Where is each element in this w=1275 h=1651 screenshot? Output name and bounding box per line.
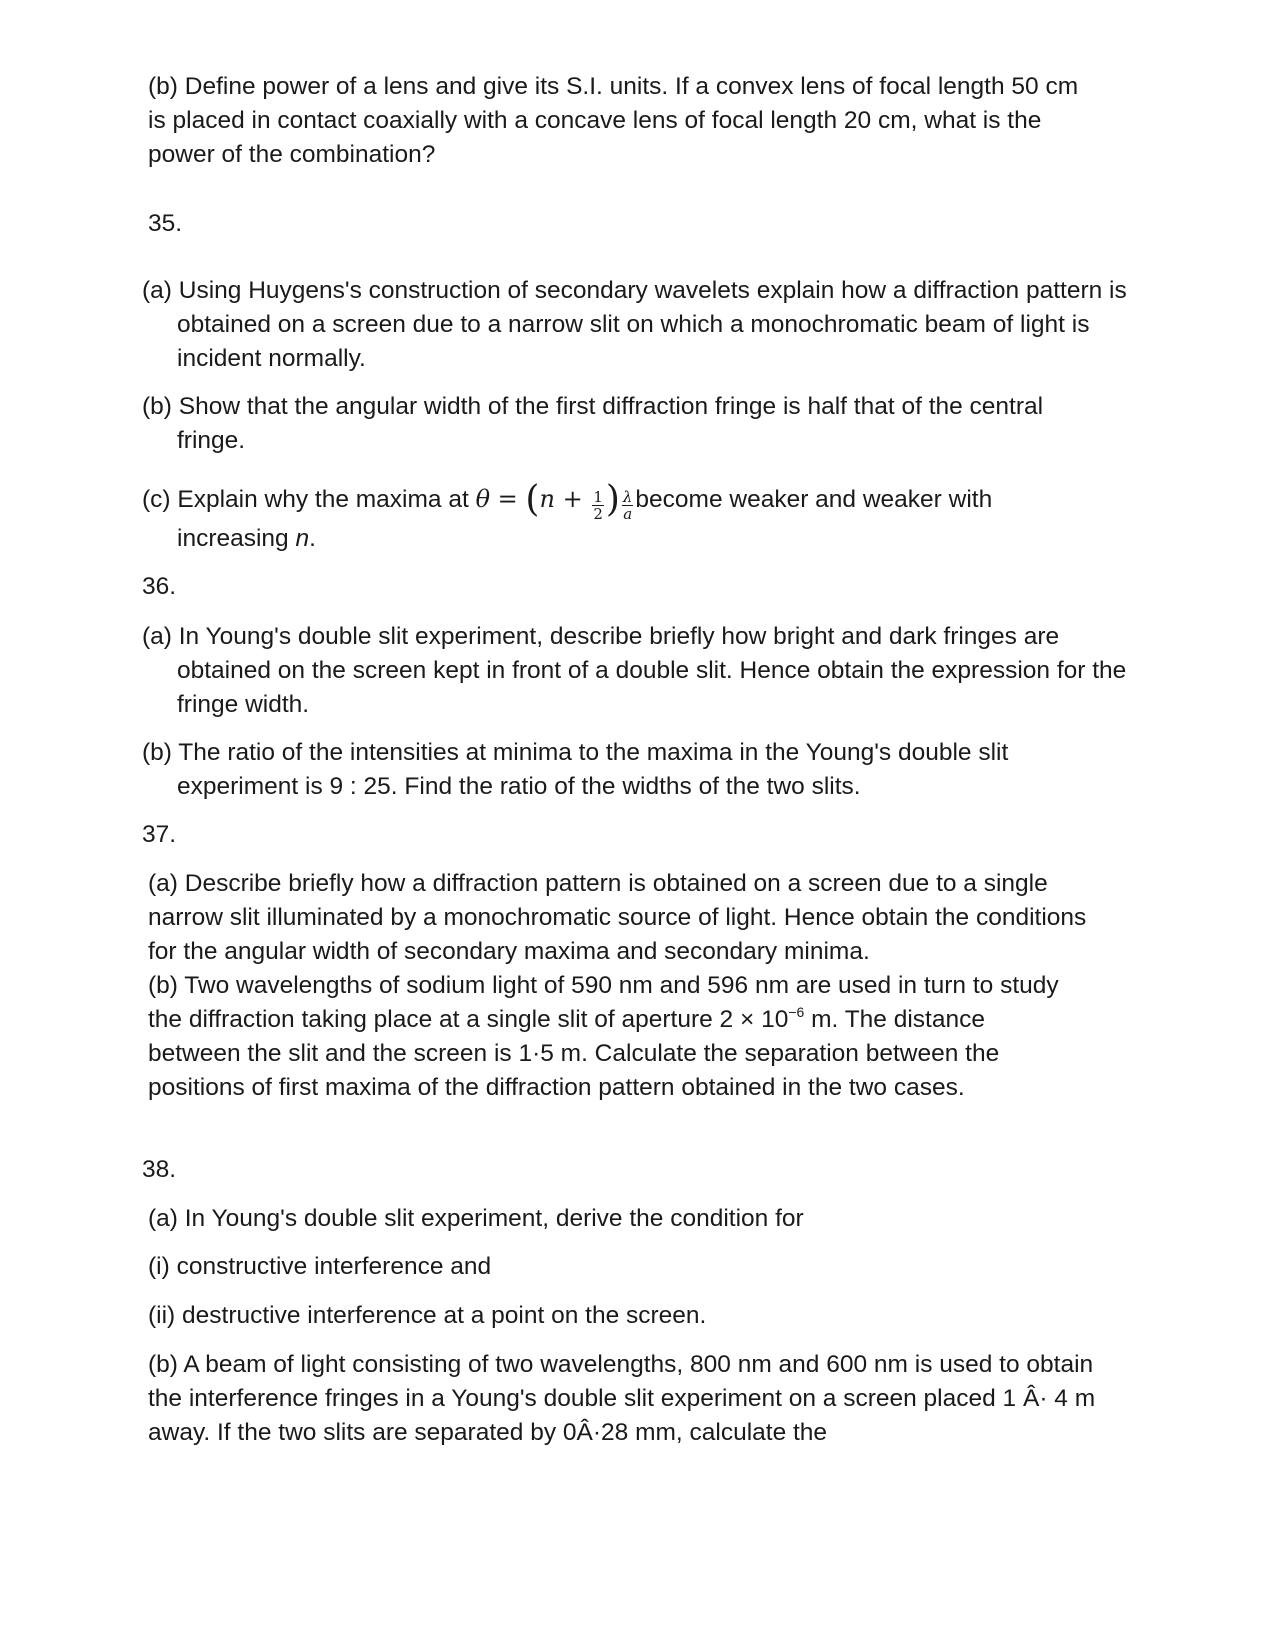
equation-plus: +	[554, 485, 591, 513]
equation-half-numerator: 1	[593, 488, 603, 506]
q37-part-b-prefix: (b) Two wavelengths of sodium light of 590 nm and 596 nm are used in turn to study the diffraction taking place at a single slit of aperture 2 × 10	[148, 972, 1059, 1033]
q35-part-c-period: .	[309, 525, 316, 552]
equation-lambda: λ	[622, 488, 633, 506]
q36-part-b: (b) The ratio of the intensities at minima to the maxima in the Young's double slit experiment is 9 : 25. Find the ratio of the widths of the two slits.	[142, 739, 1009, 800]
q37-number: 37.	[142, 821, 177, 848]
q38-part-a-ii: (ii) destructive interference at a point on the screen.	[148, 1302, 707, 1329]
q35-part-c-line2: increasing	[177, 525, 296, 552]
q35-part-c-var-n: n	[295, 525, 310, 552]
q35-part-b: (b) Show that the angular width of the first diffraction fringe is half that of the central fringe.	[142, 393, 1044, 454]
q35-part-a: (a) Using Huygens's construction of secondary wavelets explain how a diffraction pattern is obtained on a screen due to a narrow slit on which a monochromatic beam of light is incident normally.	[142, 277, 1127, 372]
q37-part-b	[148, 969, 1078, 1105]
q34-part-b: (b) Define power of a lens and give its S.I. units. If a convex lens of focal length 50 cm is placed in contact coaxially with a concave lens of focal length 20 cm, what is the power of the combination?	[148, 73, 1079, 168]
q38-number: 38.	[142, 1156, 177, 1183]
q35-part-c-prefix: (c) Explain why the maxima at	[142, 486, 476, 513]
q37-part-b-exponent: −6	[788, 1004, 805, 1020]
equation-half-denominator: 2	[593, 505, 603, 523]
q38-part-a: (a) In Young's double slit experiment, derive the condition for	[148, 1205, 804, 1232]
equation-close-paren: )	[605, 479, 620, 520]
equation-half-fraction	[592, 489, 604, 522]
q36-part-a: (a) In Young's double slit experiment, describe briefly how bright and dark fringes are obtained on the screen kept in front of a double slit. Hence obtain the expression for the fringe width.	[142, 623, 1127, 718]
q38-part-a-i: (i) constructive interference and	[148, 1253, 492, 1280]
equation-equals: =	[490, 485, 526, 513]
equation-theta: θ	[475, 485, 491, 513]
q35-part-c-suffix: become weaker and weaker with	[635, 486, 993, 513]
equation-a: a	[623, 505, 633, 523]
equation-lambda-fraction	[622, 489, 634, 522]
q37-part-b-suffix: m. The distance between the slit and the screen is 1·5 m. Calculate the separation between the positions of first maxima of the diffraction pattern obtained in the two cases.	[148, 1006, 1000, 1101]
q35-part-c	[142, 477, 1132, 556]
q38-part-b: (b) A beam of light consisting of two wavelengths, 800 nm and 600 nm is used to obtain the interference fringes in a Young's double slit experiment on a screen placed 1 Â· 4 m away. If the two slits are separated by 0Â·28 mm, calculate the	[148, 1351, 1096, 1446]
q37-part-a: (a) Describe briefly how a diffraction pattern is obtained on a screen due to a single narrow slit illuminated by a monochromatic source of light. Hence obtain the conditions for the angular width of secondary maxima and secondary minima.	[148, 870, 1087, 965]
q35-number: 35.	[148, 210, 183, 237]
equation-open-paren: (	[525, 479, 540, 520]
q36-number: 36.	[142, 573, 177, 600]
equation-n: n	[539, 485, 555, 513]
